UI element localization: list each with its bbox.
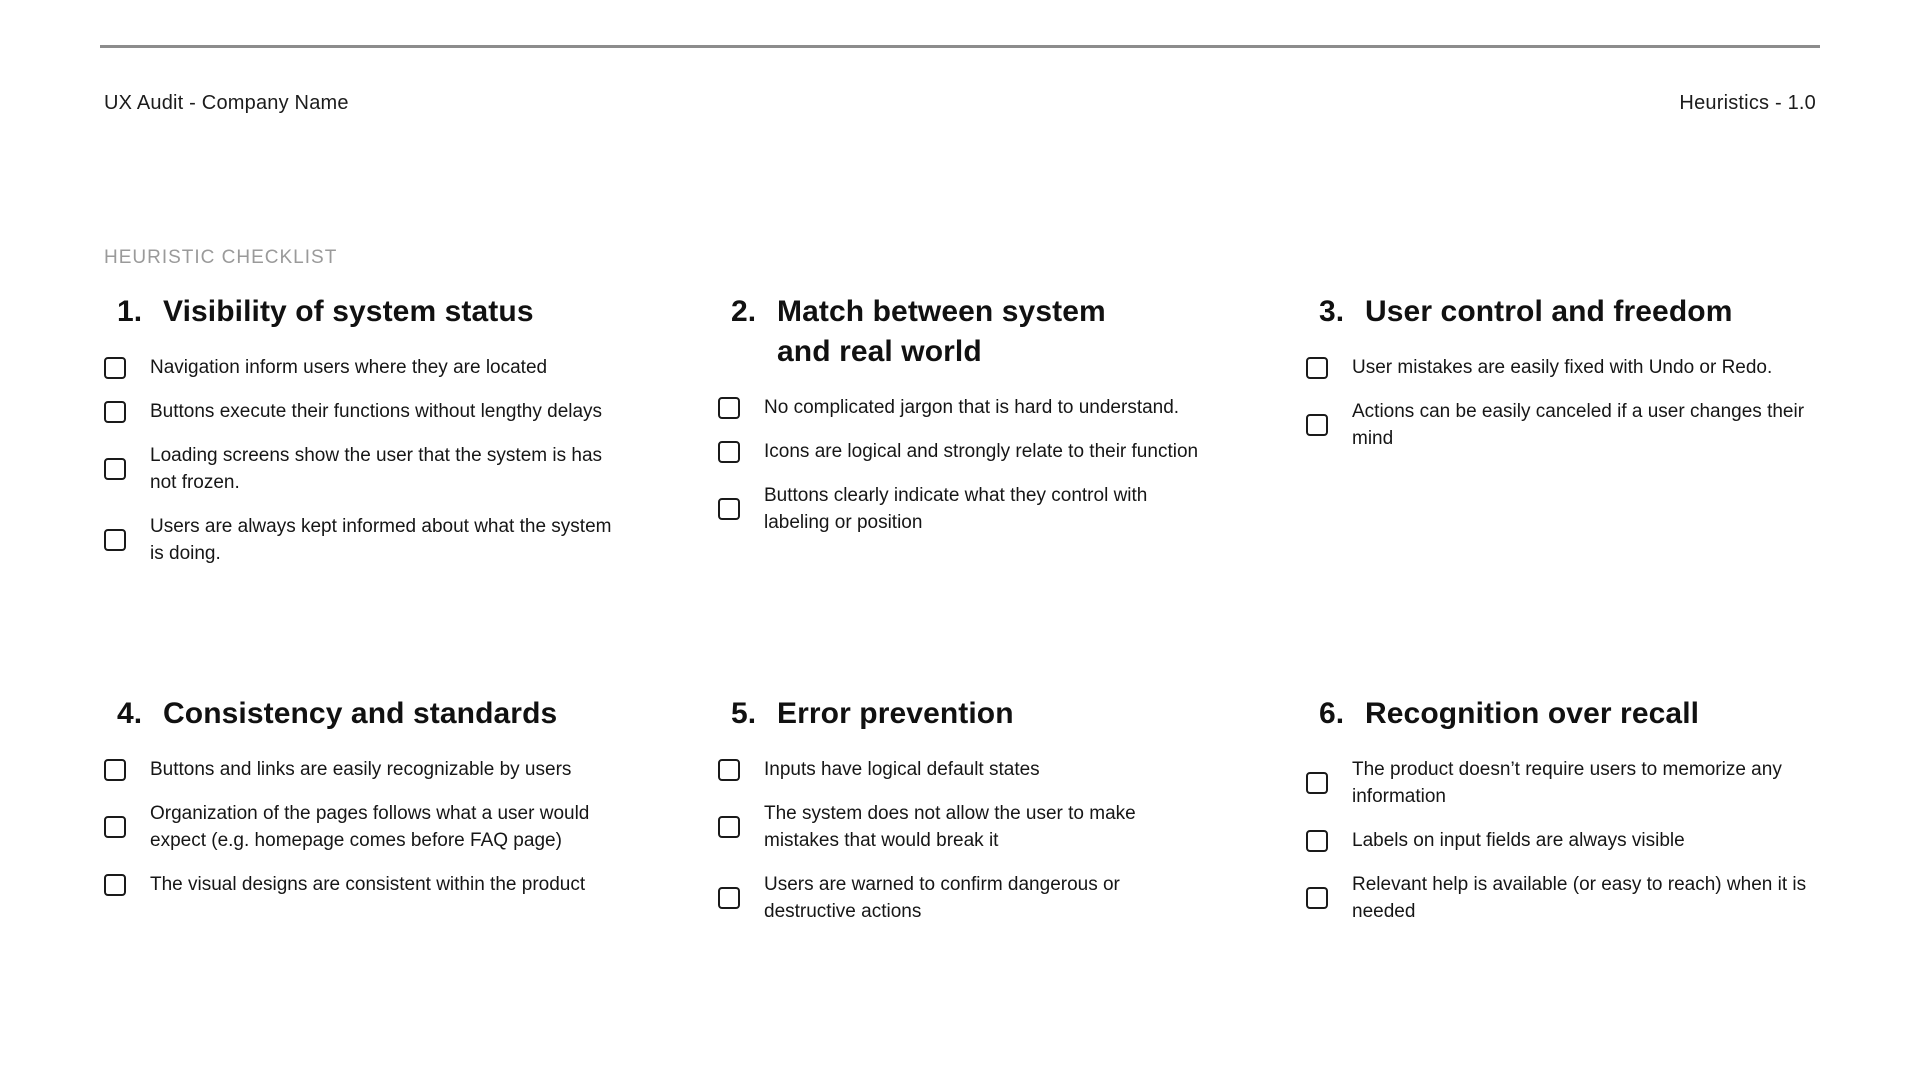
- checklist-item-label: Organization of the pages follows what a user would expect (e.g. homepage comes before FAQ page): [150, 803, 590, 851]
- checklist-item: [1306, 756, 1812, 810]
- checklist-item: [718, 438, 1204, 465]
- section-items: [718, 756, 1204, 925]
- checkbox[interactable]: [718, 816, 740, 838]
- section-number: 1.: [117, 295, 143, 328]
- heuristic-section: [104, 694, 718, 915]
- checklist-item-label: Users are warned to confirm dangerous or destructive actions: [764, 874, 1120, 922]
- checkbox[interactable]: [718, 887, 740, 909]
- checklist-item-label: Icons are logical and strongly relate to their function: [764, 441, 1199, 462]
- checklist-item-label: Loading screens show the user that the system is has not frozen.: [150, 445, 603, 493]
- checkbox[interactable]: [718, 441, 740, 463]
- section-title: Match between system and real world: [777, 295, 1106, 368]
- checklist-item-label: Navigation inform users where they are located: [150, 357, 548, 378]
- section-items: [1306, 354, 1812, 452]
- checklist-item: [1306, 871, 1812, 925]
- checklist-item: [104, 800, 620, 854]
- section-title: User control and freedom: [1365, 295, 1733, 328]
- heuristic-section: [718, 694, 1306, 942]
- checkbox[interactable]: [104, 759, 126, 781]
- checkbox[interactable]: [1306, 414, 1328, 436]
- top-rule: [100, 45, 1820, 48]
- heuristic-section: [1306, 694, 1830, 942]
- heuristic-section: [1306, 292, 1830, 469]
- checklist-item: [718, 800, 1204, 854]
- heuristic-section: [718, 292, 1306, 553]
- checkbox[interactable]: [1306, 772, 1328, 794]
- section-heading: [1306, 694, 1812, 734]
- checkbox[interactable]: [104, 401, 126, 423]
- checklist-item-label: The product doesn’t require users to memorize any information: [1352, 759, 1782, 807]
- checkbox[interactable]: [1306, 887, 1328, 909]
- checkbox[interactable]: [104, 357, 126, 379]
- section-heading: [104, 292, 620, 332]
- checklist-item: [718, 482, 1204, 536]
- checklist-item-label: Labels on input fields are always visible: [1352, 830, 1685, 851]
- checklist-grid: [104, 292, 1920, 942]
- heuristic-checklist-label: HEURISTIC CHECKLIST: [104, 247, 338, 268]
- checkbox[interactable]: [1306, 357, 1328, 379]
- checklist-item: [104, 756, 620, 783]
- section-number: 4.: [117, 697, 143, 730]
- checklist-item-label: Users are always kept informed about what the system is doing.: [150, 516, 612, 564]
- checklist-item: [104, 354, 620, 381]
- checkbox[interactable]: [718, 397, 740, 419]
- checkbox[interactable]: [104, 458, 126, 480]
- checklist-item: [104, 513, 620, 567]
- section-number: 5.: [731, 697, 757, 730]
- checkbox[interactable]: [104, 529, 126, 551]
- checklist-item-label: Buttons execute their functions without lengthy delays: [150, 401, 603, 422]
- section-heading: [718, 292, 1204, 372]
- checkbox[interactable]: [104, 816, 126, 838]
- section-items: [104, 354, 620, 567]
- checklist-item: [718, 394, 1204, 421]
- checklist-item-label: Inputs have logical default states: [764, 759, 1040, 780]
- checkbox[interactable]: [718, 759, 740, 781]
- document-version: Heuristics - 1.0: [1679, 92, 1816, 114]
- checklist-item: [718, 871, 1204, 925]
- section-title: Error prevention: [777, 697, 1014, 730]
- checklist-item: [104, 871, 620, 898]
- section-title: Visibility of system status: [163, 295, 534, 328]
- section-items: [104, 756, 620, 898]
- section-number: 6.: [1319, 697, 1345, 730]
- heuristic-section: [104, 292, 718, 584]
- checklist-item-label: Buttons and links are easily recognizable by users: [150, 759, 572, 780]
- checklist-item-label: No complicated jargon that is hard to understand.: [764, 397, 1180, 418]
- section-heading: [1306, 292, 1812, 332]
- checkbox[interactable]: [104, 874, 126, 896]
- section-title: Recognition over recall: [1365, 697, 1700, 730]
- section-number: 2.: [731, 295, 757, 328]
- checklist-item: [718, 756, 1204, 783]
- checklist-item: [104, 398, 620, 425]
- checklist-item-label: The visual designs are consistent within the product: [150, 874, 586, 895]
- checklist-item: [1306, 398, 1812, 452]
- checklist-item-label: User mistakes are easily fixed with Undo or Redo.: [1352, 357, 1773, 378]
- checklist-item: [104, 442, 620, 496]
- checklist-item-label: Relevant help is available (or easy to reach) when it is needed: [1352, 874, 1807, 922]
- page: [0, 45, 1920, 942]
- section-heading: [104, 694, 620, 734]
- section-number: 3.: [1319, 295, 1345, 328]
- checkbox[interactable]: [718, 498, 740, 520]
- document-title: UX Audit - Company Name: [104, 92, 349, 114]
- checklist-item-label: Actions can be easily canceled if a user changes their mind: [1352, 401, 1805, 449]
- document-header: [104, 90, 1816, 116]
- checklist-item-label: Buttons clearly indicate what they control with labeling or position: [764, 485, 1148, 533]
- checklist-item: [1306, 827, 1812, 854]
- section-title: Consistency and standards: [163, 697, 558, 730]
- checklist-item: [1306, 354, 1812, 381]
- checklist-item-label: The system does not allow the user to make mistakes that would break it: [764, 803, 1136, 851]
- section-heading: [718, 694, 1204, 734]
- section-items: [718, 394, 1204, 536]
- section-items: [1306, 756, 1812, 925]
- checkbox[interactable]: [1306, 830, 1328, 852]
